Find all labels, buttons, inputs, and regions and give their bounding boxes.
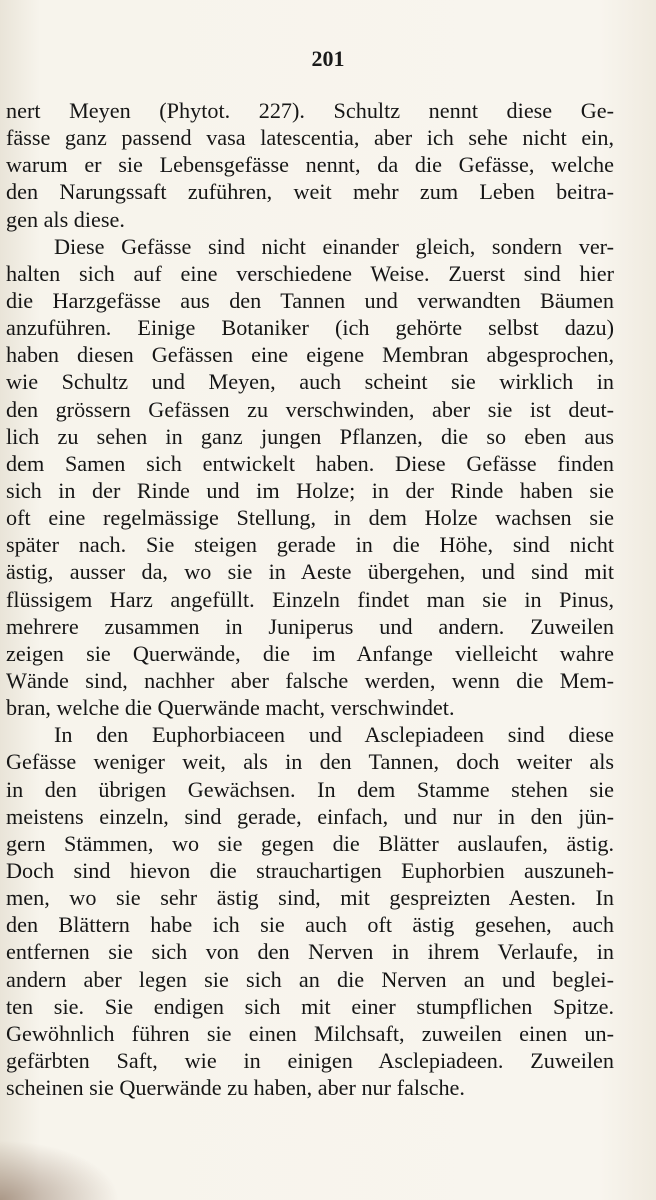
- text-line: mehrere zusammen in Juniperus und andern. Zuweilen: [6, 613, 614, 639]
- text-line: lich zu sehen in ganz jungen Pflanzen, die so eben aus: [6, 423, 614, 449]
- text-line: ten sie. Sie endigen sich mit einer stumpflichen Spitze.: [6, 993, 614, 1019]
- page-number: 201: [311, 46, 345, 71]
- text-line: den grössern Gefässen zu verschwinden, aber sie ist deut-: [6, 396, 614, 422]
- text-line: flüssigem Harz angefüllt. Einzeln findet man sie in Pinus,: [6, 586, 614, 612]
- text-line: Gewöhnlich führen sie einen Milchsaft, zuweilen einen un-: [6, 1020, 614, 1046]
- text-line: später nach. Sie steigen gerade in die Höhe, sind nicht: [6, 532, 614, 558]
- text-line: In den Euphorbiaceen und Asclepiadeen sind diese: [54, 722, 614, 748]
- text-line: den Blättern habe ich sie auch oft ästig gesehen, auch: [6, 912, 614, 938]
- text-line: zeigen sie Querwände, die im Anfange vielleicht wahre: [6, 640, 614, 666]
- text-line: sich in der Rinde und im Holze; in der Rinde haben sie: [6, 477, 614, 503]
- text-line: anzuführen. Einige Botaniker (ich gehörte selbst dazu): [6, 315, 614, 341]
- text-line: gen als diese.: [6, 206, 125, 232]
- text-line: gefärbten Saft, wie in einigen Asclepiadeen. Zuweilen: [6, 1047, 614, 1073]
- text-line: dem Samen sich entwickelt haben. Diese Gefässe finden: [6, 450, 614, 476]
- page-body-text: [6, 97, 614, 1101]
- text-line: wie Schultz und Meyen, auch scheint sie wirklich in: [6, 369, 614, 395]
- text-line: scheinen sie Querwände zu haben, aber nur falsche.: [6, 1075, 465, 1101]
- text-line: meistens einzeln, sind gerade, einfach, und nur in den jün-: [6, 803, 614, 829]
- thumb-shadow: [0, 1140, 120, 1200]
- text-line: haben diesen Gefässen eine eigene Membran abgesprochen,: [6, 342, 614, 368]
- text-line: oft eine regelmässige Stellung, in dem Holze wachsen sie: [6, 505, 614, 531]
- text-line: die Harzgefässe aus den Tannen und verwandten Bäumen: [6, 287, 614, 313]
- text-line: andern aber legen sie sich an die Nerven an und beglei-: [6, 966, 614, 992]
- text-line: entfernen sie sich von den Nerven in ihrem Verlaufe, in: [6, 939, 614, 965]
- text-line: in den übrigen Gewächsen. In dem Stamme stehen sie: [6, 776, 614, 802]
- text-line: Wände sind, nachher aber falsche werden, wenn die Mem-: [6, 667, 614, 693]
- text-line: Diese Gefässe sind nicht einander gleich, sondern ver-: [54, 233, 614, 259]
- text-line: bran, welche die Querwände macht, verschwindet.: [6, 695, 455, 721]
- text-line: men, wo sie sehr ästig sind, mit gespreizten Aesten. In: [6, 885, 614, 911]
- text-line: fässe ganz passend vasa latescentia, aber ich sehe nicht ein,: [6, 125, 614, 151]
- text-line: ästig, ausser da, wo sie in Aeste übergehen, und sind mit: [6, 559, 614, 585]
- text-line: halten sich auf eine verschiedene Weise. Zuerst sind hier: [6, 260, 614, 286]
- text-line: Doch sind hievon die strauchartigen Euphorbien auszuneh-: [6, 857, 614, 883]
- text-line: warum er sie Lebensgefässe nennt, da die Gefässe, welche: [6, 152, 614, 178]
- text-line: den Narungssaft zuführen, weit mehr zum Leben beitra-: [6, 179, 614, 205]
- text-line: nert Meyen (Phytot. 227). Schultz nennt diese Ge-: [6, 98, 614, 123]
- text-line: Gefässe weniger weit, als in den Tannen, doch weiter als: [6, 749, 614, 775]
- text-line: gern Stämmen, wo sie gegen die Blätter auslaufen, ästig.: [6, 830, 614, 856]
